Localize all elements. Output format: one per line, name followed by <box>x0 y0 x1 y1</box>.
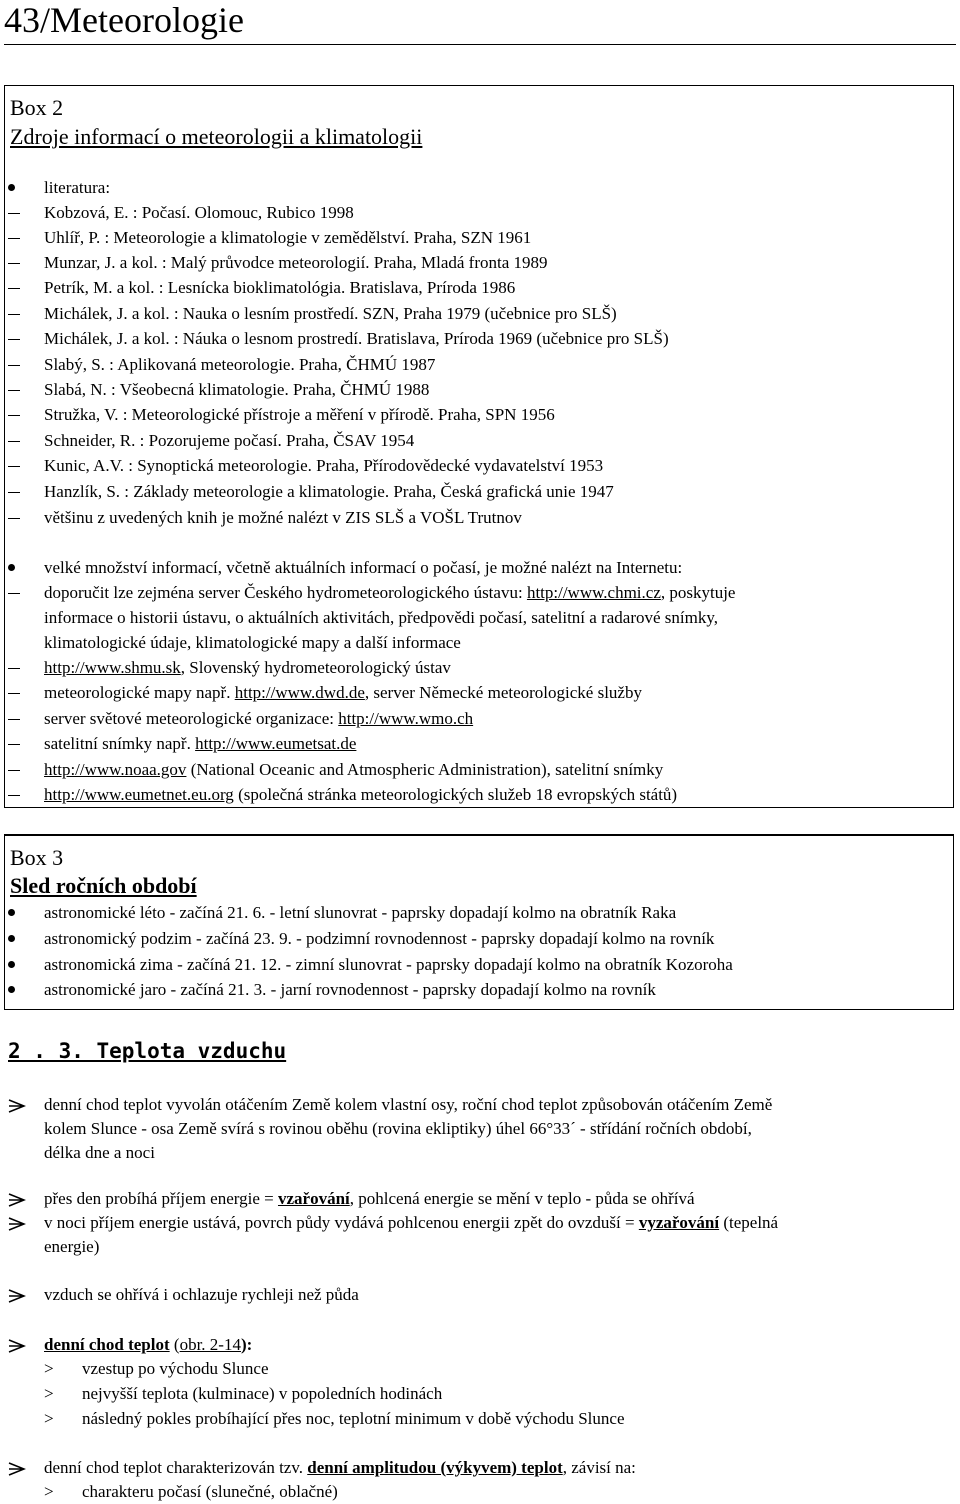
list-item: následný pokles probíhající přes noc, teplotní minimum v době východu Slunce <box>82 1409 625 1428</box>
dwd-prefix: meteorologické mapy např. <box>44 683 235 702</box>
dash-icon <box>8 593 20 594</box>
dash-icon <box>8 288 20 289</box>
dwd-suffix: , server Německé meteorologické služby <box>364 683 642 702</box>
paragraph-line: denní chod teplot vyvolán otáčením Země kolem vlastní osy, roční chod teplot způsobován otáčením Země <box>44 1095 773 1114</box>
dash-icon <box>8 441 20 442</box>
arrow-bullet-icon <box>8 1339 26 1353</box>
dash-icon <box>8 518 20 519</box>
bullet-icon <box>8 909 15 916</box>
page-title: 43/Meteorologie <box>4 0 244 40</box>
dash-icon <box>8 466 20 467</box>
dash-icon <box>8 795 20 796</box>
eumetsat-link[interactable]: http://www.eumetsat.de <box>195 734 357 753</box>
shmu-suffix: , Slovenský hydrometeorologický ústav <box>180 658 451 677</box>
dash-icon <box>8 365 20 366</box>
p6-term: denní amplitudou (výkyvem) teplot <box>307 1458 563 1477</box>
dash-icon <box>8 719 20 720</box>
list-item: charakteru počasí (slunečné, oblačné) <box>82 1482 338 1501</box>
chmi-line-3: klimatologické údaje, klimatologické mapy a další informace <box>44 633 461 652</box>
shmu-link[interactable]: http://www.shmu.sk <box>44 658 181 677</box>
chmi-line <box>44 582 735 604</box>
dash-icon <box>8 213 20 214</box>
gt-bullet: > <box>44 1384 54 1403</box>
literature-item: Schneider, R. : Pozorujeme počasí. Praha, ČSAV 1954 <box>44 431 415 450</box>
dwd-line <box>44 682 642 704</box>
section-title: 2 . 3. Teplota vzduchu <box>8 1039 287 1063</box>
p3-prefix: v noci příjem energie ustává, povrch půdy vydává pohlcenou energii zpět do ovzduší = <box>44 1213 639 1232</box>
p3-term: vyzařování <box>638 1213 720 1232</box>
paragraph-line <box>44 1212 778 1234</box>
bullet-icon <box>8 961 15 968</box>
chmi-suffix: , poskytuje <box>660 583 736 602</box>
eumetnet-suffix: (společná stránka meteorologických služeb 18 evropských států) <box>233 785 678 804</box>
box3-label: Box 3 <box>10 845 64 870</box>
noaa-suffix: (National Oceanic and Atmospheric Administration), satelitní snímky <box>186 760 664 779</box>
dash-icon <box>8 770 20 771</box>
literature-item: Slabá, N. : Všeobecná klimatologie. Praha, ČHMÚ 1988 <box>44 380 430 399</box>
box2-title: Zdroje informací o meteorologii a klimatologii <box>10 124 423 149</box>
chmi-prefix: doporučit lze zejména server Českého hydrometeorologického ústavu: <box>44 583 527 602</box>
chmi-line-2: informace o historii ústavu, o aktuálních aktivitách, předpovědi počasí, satelitní a radarové snímky, <box>44 608 718 627</box>
wmo-line <box>44 708 473 730</box>
p6-prefix: denní chod teplot charakterizován tzv. <box>44 1458 308 1477</box>
list-item: vzestup po východu Slunce <box>82 1359 269 1378</box>
literature-item: Michálek, J. a kol. : Nauka o lesním prostředí. SZN, Praha 1979 (učebnice pro SLŠ) <box>44 304 617 323</box>
dash-icon <box>8 415 20 416</box>
dash-icon <box>8 693 20 694</box>
paragraph-line: vzduch se ohřívá i ochlazuje rychleji než půda <box>44 1285 359 1304</box>
bullet-icon <box>8 935 15 942</box>
dash-icon <box>8 744 20 745</box>
page-header <box>4 0 956 45</box>
paragraph-line <box>44 1457 636 1479</box>
p3-suffix: (tepelná <box>719 1213 779 1232</box>
dash-icon <box>8 314 20 315</box>
bullet-icon <box>8 564 15 571</box>
literature-item: Kobzová, E. : Počasí. Olomouc, Rubico 1998 <box>44 203 354 222</box>
p5-term: denní chod teplot <box>44 1335 170 1354</box>
season-item: astronomický podzim - začíná 23. 9. - podzimní rovnodennost - paprsky dopadají kolmo na rovník <box>44 929 715 948</box>
wmo-prefix: server světové meteorologické organizace: <box>44 709 339 728</box>
literature-item: Stružka, V. : Meteorologické přístroje a měření v přírodě. Praha, SPN 1956 <box>44 405 555 424</box>
season-item: astronomické léto - začíná 21. 6. - letní slunovrat - paprsky dopadají kolmo na obratník Raka <box>44 903 677 922</box>
dash-icon <box>8 339 20 340</box>
gt-bullet: > <box>44 1409 54 1428</box>
bullet-icon <box>8 184 15 191</box>
dwd-link[interactable]: http://www.dwd.de <box>234 683 365 702</box>
paragraph-line <box>44 1334 252 1356</box>
noaa-link[interactable]: http://www.noaa.gov <box>44 760 187 779</box>
list-item: nejvyšší teplota (kulminace) v popoledních hodinách <box>82 1384 443 1403</box>
p5-ref-close: ): <box>240 1335 253 1354</box>
arrow-bullet-icon <box>8 1193 26 1207</box>
arrow-bullet-icon <box>8 1099 26 1113</box>
literature-item: Michálek, J. a kol. : Náuka o lesnom prostredí. Bratislava, Príroda 1969 (učebnice pro SLŠ) <box>44 329 669 348</box>
gt-bullet: > <box>44 1482 54 1501</box>
literature-heading: literatura: <box>44 178 111 197</box>
season-item: astronomické jaro - začíná 21. 3. - jarní rovnodennost - paprsky dopadají kolmo na rovník <box>44 980 656 999</box>
p2-suffix: , pohlcená energie se mění v teplo - půda se ohřívá <box>349 1189 695 1208</box>
box3-title: Sled ročních období <box>10 873 197 898</box>
eumetsat-prefix: satelitní snímky např. <box>44 734 196 753</box>
shmu-line <box>44 657 451 679</box>
arrow-bullet-icon <box>8 1462 26 1476</box>
literature-item: většinu z uvedených knih je možné nalézt v ZIS SLŠ a VOŠL Trutnov <box>44 508 522 527</box>
literature-item: Kunic, A.V. : Synoptická meteorologie. Praha, Přírodovědecké vydavatelství 1953 <box>44 456 604 475</box>
internet-heading: velké množství informací, včetně aktuálních informací o počasí, je možné nalézt na Internetu: <box>44 558 683 577</box>
bullet-icon <box>8 986 15 993</box>
gt-bullet: > <box>44 1359 54 1378</box>
box2-label: Box 2 <box>10 95 64 120</box>
dash-icon <box>8 668 20 669</box>
literature-item: Uhlíř, P. : Meteorologie a klimatologie v zemědělství. Praha, SZN 1961 <box>44 228 532 247</box>
p5-ref-open: ( <box>169 1335 180 1354</box>
p6-suffix: , závisí na: <box>562 1458 636 1477</box>
paragraph-line: energie) <box>44 1237 100 1256</box>
dash-icon <box>8 492 20 493</box>
dash-icon <box>8 390 20 391</box>
noaa-line <box>44 759 663 781</box>
chmi-link[interactable]: http://www.chmi.cz <box>526 583 661 602</box>
wmo-link[interactable]: http://www.wmo.ch <box>338 709 474 728</box>
literature-item: Hanzlík, S. : Základy meteorologie a klimatologie. Praha, Česká grafická unie 1947 <box>44 482 614 501</box>
paragraph-line <box>44 1188 695 1210</box>
arrow-bullet-icon <box>8 1289 26 1303</box>
figure-reference[interactable]: obr. 2-14 <box>179 1335 241 1354</box>
literature-item: Slabý, S. : Aplikovaná meteorologie. Praha, ČHMÚ 1987 <box>44 355 436 374</box>
eumetnet-link[interactable]: http://www.eumetnet.eu.org <box>44 785 234 804</box>
arrow-bullet-icon <box>8 1217 26 1231</box>
literature-item: Munzar, J. a kol. : Malý průvodce meteorologií. Praha, Mladá fronta 1989 <box>44 253 548 272</box>
paragraph-line: kolem Slunce - osa Země svírá s rovinou oběhu (rovina ekliptiky) úhel 66°33´ - střídání ročních období, <box>44 1119 752 1138</box>
p2-term: vzařování <box>277 1189 350 1208</box>
dash-icon <box>8 263 20 264</box>
eumetsat-line <box>44 733 356 755</box>
season-item: astronomická zima - začíná 21. 12. - zimní slunovrat - paprsky dopadají kolmo na obratník Kozoroha <box>44 955 733 974</box>
p2-prefix: přes den probíhá příjem energie = <box>44 1189 278 1208</box>
eumetnet-line <box>44 784 677 806</box>
literature-item: Petrík, M. a kol. : Lesnícka bioklimatológia. Bratislava, Príroda 1986 <box>44 278 516 297</box>
paragraph-line: délka dne a noci <box>44 1143 155 1162</box>
dash-icon <box>8 238 20 239</box>
